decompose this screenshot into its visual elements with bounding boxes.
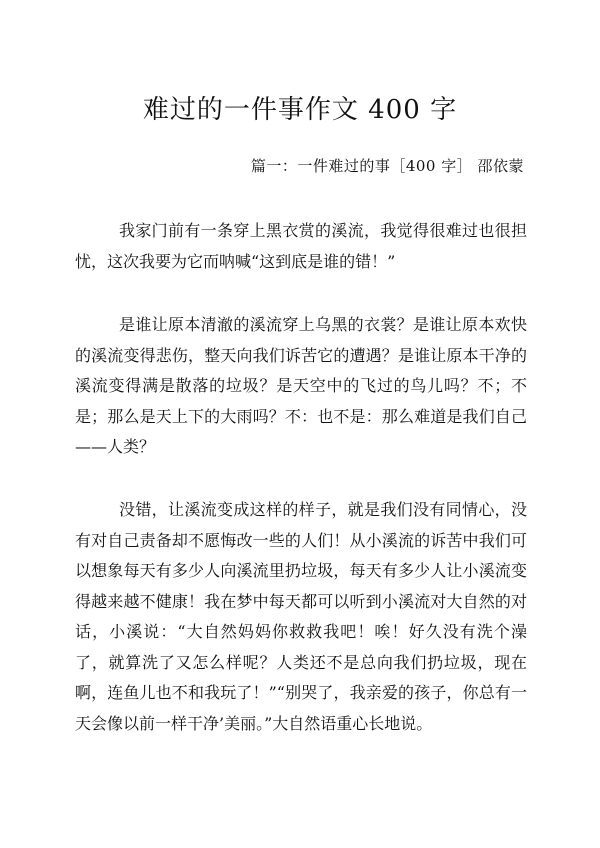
document-subtitle: 篇一：一件难过的事［400 字］ 邵依蒙 — [250, 157, 524, 175]
paragraph-2: 是谁让原本清澈的溪流穿上乌黑的衣裳？是谁让原本欢快的溪流变得悲伤，整天向我们诉苦它的遭遇？是谁让原本干净的溪流变得满是散落的垃圾？是天空中的飞过的鸟儿吗？不；不是；那么是天上下的大雨吗？不：也不是：那么难道是我们自己——人类？ — [75, 315, 527, 456]
document-title: 难过的一件事作文 400 字 — [142, 95, 458, 126]
paragraph-3: 没错，让溪流变成这样的样子，就是我们没有同情心，没有对自己责备却不愿悔改一些的人们！从小溪流的诉苦中我们可以想象每天有多少人向溪流里扔垃圾，每天有多少人让小溪流变得越来越不健康！我在梦中每天都可以听到小溪流对大自然的对话，小溪说：“大自然妈妈你救救我吧！唉！好久没有洗个澡了，就算洗了又怎么样呢？人类还不是总向我们扔垃圾，现在啊，连鱼儿也不和我玩了！”“别哭了，我亲爱的孩子，你总有一天会像以前一样干净’美丽。”大自然语重心长地说。 — [75, 500, 527, 733]
paragraph-1: 我家门前有一条穿上黑衣赏的溪流，我觉得很难过也很担忧，这次我要为它而呐喊“这到底是谁的错！” — [75, 221, 527, 271]
